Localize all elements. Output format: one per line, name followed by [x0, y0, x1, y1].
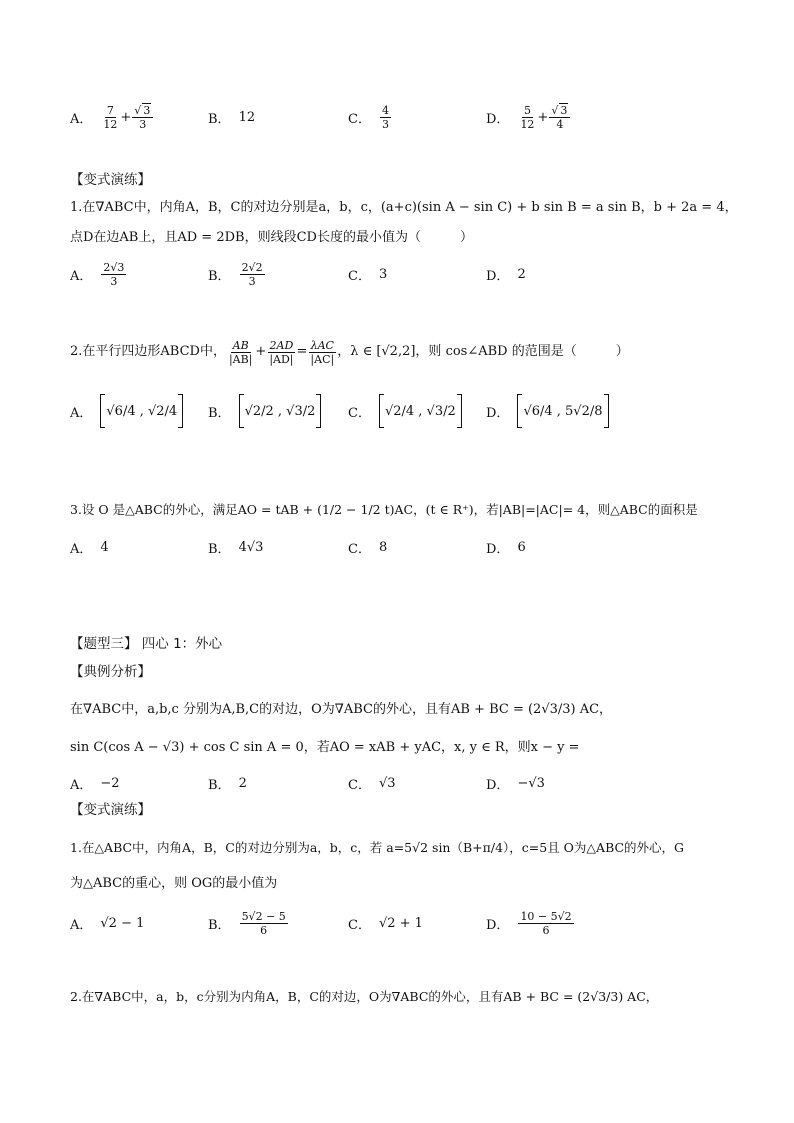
q3-option-d: D． 6: [486, 539, 526, 557]
q2-option-c: C． √2/4 , √3/2: [348, 392, 462, 430]
q2-options: [70, 392, 750, 430]
q1-option-c: C． 3: [348, 266, 388, 284]
q2-stem: 2.在平行四边形ABCD中， $\frac{AB}{|AB|}$ + $\frac{2AD}{|AD|}$ = $\frac{\text{λAC}}{|AC|}$ ，λ ∈ [√2,2]，则 cos∠ABD 的范围是（ ）: [70, 338, 629, 366]
v1-options: [70, 906, 750, 940]
type-heading: 【题型三】 四心 1：外心: [70, 636, 223, 652]
section-heading-variant-2: 【变式演练】: [70, 802, 151, 818]
q2-option-d: D． √6/4 , 5√2/8: [486, 392, 609, 430]
v1-option-d: D． $\frac{10 - 5√2}{6}$: [486, 909, 572, 937]
v1-option-b: B． $\frac{5√2 - 5}{6}$: [208, 909, 286, 937]
example-options: [70, 769, 750, 797]
q1-option-a: A． $\frac{2√3}{3}$: [70, 260, 125, 288]
q3-option-a: A． 4: [70, 539, 109, 557]
v1-option-a: A． √2 − 1: [70, 915, 145, 933]
q2-option-b: B． √2/2 , √3/2: [208, 392, 321, 430]
top-options-row: [70, 103, 750, 131]
q1-line1: 1.在∇ABC中，内角A，B，C的对边分别是a，b，c，(a+c)(sin A − sin C) + b sin B = a sin B，b + 2a = 4，: [70, 200, 738, 215]
q1-options: [70, 260, 750, 288]
q1-option-b: B． $\frac{2√2}{3}$: [208, 260, 263, 288]
q3-stem: 3.设 O 是△ABC的外心，满足AO = tAB + (1/2 − 1/2 t)AC，(t ∈ R⁺)，若|AB|=|AC|= 4，则△ABC的面积是: [70, 502, 698, 517]
q1-option-d: D． 2: [486, 266, 526, 284]
option-c: C． $\frac{4}{3}$: [348, 103, 389, 131]
v2-line1: 2.在∇ABC中，a，b，c分别为内角A，B，C的对边，O为∇ABC的外心，且有AB + BC = (2√3/3) AC，: [70, 989, 659, 1004]
example-heading: 【典例分析】: [70, 664, 151, 680]
example-line1: 在∇ABC中，a,b,c 分别为A,B,C的对边，O为∇ABC的外心，且有AB + BC = (2√3/3) AC，: [70, 702, 613, 717]
ex-option-c: C． √3: [348, 775, 396, 793]
q2-option-a: A． √6/4 , √2/4: [70, 392, 183, 430]
q1-line2: 点D在边AB上，且AD = 2DB，则线段CD长度的最小值为（ ）: [70, 230, 473, 245]
v1-line1: 1.在△ABC中，内角A，B，C的对边分别为a，b，c，若 a=5√2 sin（B+π/4），c=5且 O为△ABC的外心，G: [70, 840, 685, 855]
option-a: A． $\frac{7}{12}$ + $\frac{√ 3}{3}$: [70, 103, 154, 131]
v1-line2: 为△ABC的重心，则 OG的最小值为: [70, 876, 278, 891]
option-b: B． 12: [208, 109, 256, 127]
section-heading-variant: 【变式演练】: [70, 172, 151, 188]
q3-option-c: C． 8: [348, 539, 388, 557]
v1-option-c: C． √2 + 1: [348, 915, 423, 933]
ex-option-d: D． −√3: [486, 775, 545, 793]
example-line2: sin C(cos A − √3) + cos C sin A = 0，若AO = xAB + yAC，x, y ∈ R，则x − y =: [70, 740, 580, 755]
q3-option-b: B． 4√3: [208, 539, 264, 557]
ex-option-a: A． −2: [70, 775, 120, 793]
ex-option-b: B． 2: [208, 775, 247, 793]
q3-options: [70, 533, 750, 561]
option-d: D． $\frac{5}{12}$ + $\frac{√ 3}{4}$: [486, 103, 571, 131]
